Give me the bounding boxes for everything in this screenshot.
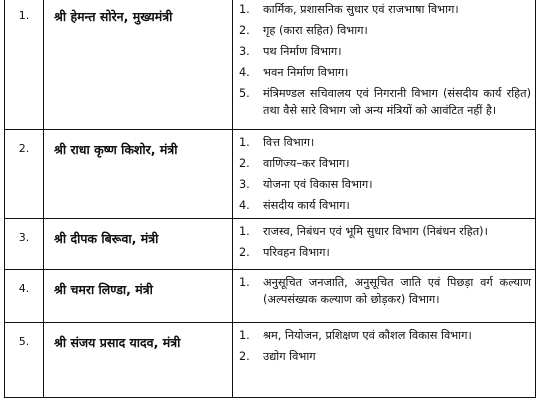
- minister-row: [5, 0, 536, 130]
- minister-row: [5, 270, 536, 323]
- portfolio-cell: [233, 323, 536, 398]
- serial-number: 1.: [5, 0, 44, 130]
- portfolio-list: [237, 274, 531, 308]
- portfolio-item: [237, 134, 531, 151]
- portfolio-item: [237, 155, 531, 172]
- portfolio-item-number: 1.: [239, 329, 250, 342]
- portfolio-item-text: श्रम, नियोजन, प्रशिक्षण एवं कौशल विकास विभाग।: [263, 329, 472, 342]
- portfolio-item: [237, 327, 531, 344]
- portfolio-item-number: 3.: [239, 45, 250, 58]
- portfolio-item-text: परिवहन विभाग।: [263, 246, 330, 259]
- portfolio-item: [237, 244, 531, 261]
- portfolio-item: [237, 1, 531, 18]
- portfolio-item: [237, 223, 531, 240]
- portfolio-item-text: वाणिज्य–कर विभाग।: [263, 157, 350, 170]
- serial-number: 2.: [5, 130, 44, 219]
- portfolio-item: [237, 22, 531, 39]
- portfolio-item-number: 2.: [239, 246, 250, 259]
- portfolio-item: [237, 176, 531, 193]
- portfolio-item-text: राजस्व, निबंधन एवं भूमि सुधार विभाग (निबंधन रहित)।: [263, 225, 488, 238]
- portfolio-item-number: 1.: [239, 3, 250, 16]
- serial-number: 5.: [5, 323, 44, 398]
- portfolio-item-text: उद्योग विभाग: [263, 350, 316, 363]
- portfolio-item-number: 5.: [239, 87, 250, 100]
- portfolio-item: [237, 85, 531, 119]
- portfolio-item-text: अनुसूचित जनजाति, अनुसूचित जाति एवं पिछड़ा वर्ग कल्याण (अल्पसंख्यक कल्याण को छोड़कर) विभाग।: [263, 276, 531, 306]
- portfolio-list: [237, 327, 531, 365]
- portfolio-item-number: 3.: [239, 178, 250, 191]
- ministers-table-body: [5, 0, 536, 398]
- minister-name: श्री संजय प्रसाद यादव, मंत्री: [44, 323, 233, 398]
- portfolio-item-number: 4.: [239, 199, 250, 212]
- portfolio-item-number: 2.: [239, 157, 250, 170]
- minister-name: श्री चमरा लिण्डा, मंत्री: [44, 270, 233, 323]
- ministers-table: [4, 0, 536, 398]
- minister-row: [5, 130, 536, 219]
- portfolio-item-number: 1.: [239, 225, 250, 238]
- portfolio-cell: [233, 130, 536, 219]
- minister-name: श्री राधा कृष्ण किशोर, मंत्री: [44, 130, 233, 219]
- portfolio-item-text: कार्मिक, प्रशासनिक सुधार एवं राजभाषा विभाग।: [263, 3, 459, 16]
- portfolio-item-text: योजना एवं विकास विभाग।: [263, 178, 373, 191]
- portfolio-item-text: पथ निर्माण विभाग।: [263, 45, 342, 58]
- portfolio-item-number: 2.: [239, 350, 250, 363]
- portfolio-list: [237, 134, 531, 214]
- portfolio-item: [237, 43, 531, 60]
- minister-row: [5, 323, 536, 398]
- portfolio-item-number: 2.: [239, 24, 250, 37]
- portfolio-list: [237, 223, 531, 261]
- portfolio-cell: [233, 0, 536, 130]
- serial-number: 4.: [5, 270, 44, 323]
- portfolio-item-text: संसदीय कार्य विभाग।: [263, 199, 350, 212]
- portfolio-item-text: भवन निर्माण विभाग।: [263, 66, 349, 79]
- minister-name: श्री दीपक बिरूवा, मंत्री: [44, 219, 233, 270]
- portfolio-item: [237, 274, 531, 308]
- portfolio-cell: [233, 219, 536, 270]
- portfolio-item: [237, 197, 531, 214]
- portfolio-item-number: 1.: [239, 276, 250, 289]
- portfolio-item-text: वित्त विभाग।: [263, 136, 315, 149]
- minister-row: [5, 219, 536, 270]
- portfolio-list: [237, 1, 531, 119]
- portfolio-item-number: 4.: [239, 66, 250, 79]
- portfolio-item: [237, 64, 531, 81]
- portfolio-item-text: गृह (कारा सहित) विभाग।: [263, 24, 368, 37]
- serial-number: 3.: [5, 219, 44, 270]
- portfolio-cell: [233, 270, 536, 323]
- minister-name: श्री हेमन्त सोरेन, मुख्यमंत्री: [44, 0, 233, 130]
- portfolio-item-text: मंत्रिमण्डल सचिवालय एवं निगरानी विभाग (संसदीय कार्य रहित) तथा वैसे सारे विभाग जो अन्य मंत्रियों को आवंटित नहीं है।: [263, 87, 531, 117]
- portfolio-item: [237, 348, 531, 365]
- portfolio-item-number: 1.: [239, 136, 250, 149]
